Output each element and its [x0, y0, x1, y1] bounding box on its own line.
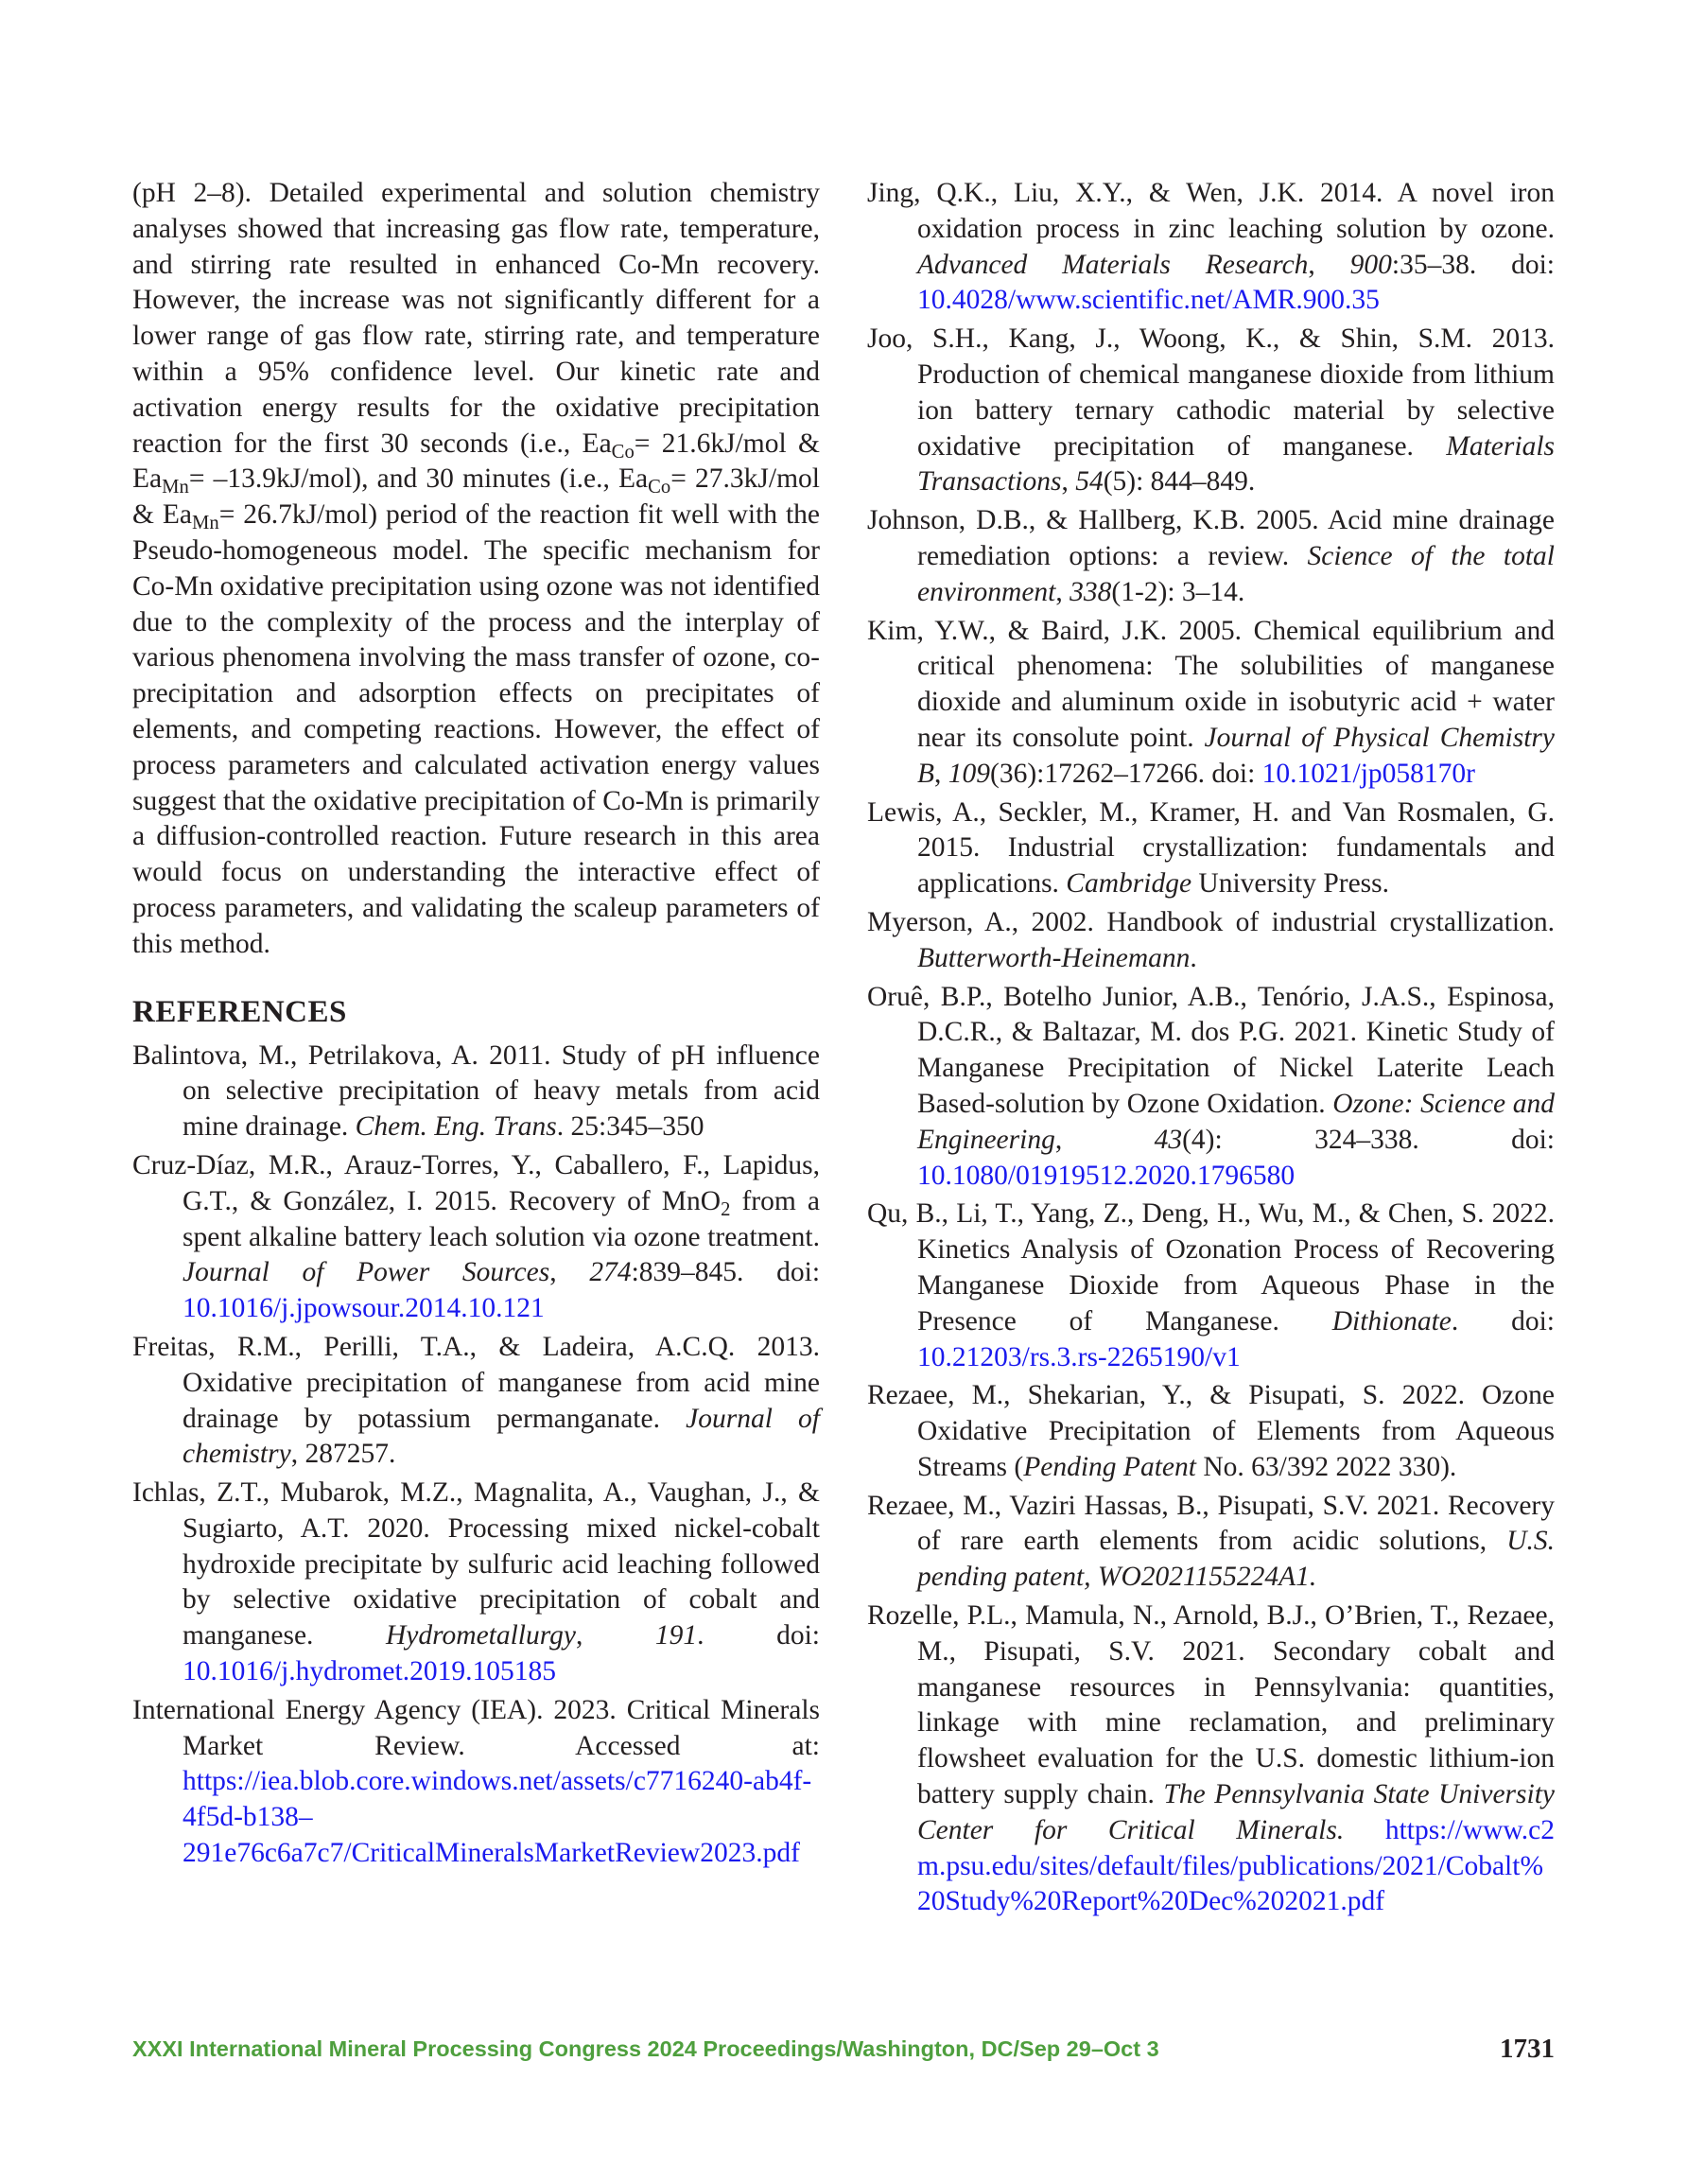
reference-joo: Joo, S.H., Kang, J., Woong, K., & Shin, S.M. 2013. Production of chemical manganese dioxide from lithium ion battery ternary cathodic material by selective oxidative precipitation of manganese. Materials Transactions, 54(5): 844–849.	[867, 323, 1555, 498]
reference-lewis: Lewis, A., Seckler, M., Kramer, H. and Van Rosmalen, G. 2015. Industrial crystallization: fundamentals and applications. Cambridge University Press.	[867, 796, 1555, 900]
reference-orue: Oruê, B.P., Botelho Junior, A.B., Tenório, J.A.S., Espinosa, D.C.R., & Baltazar, M. dos P.G. 2021. Kinetic Study of Manganese Precipitation of Nickel Laterite Leach Based-solution by Ozone Oxidation. Ozone: Science and Engineering, 43(4): 324–338. doi: 10.1080/01919512.2020.1796580	[867, 981, 1555, 1191]
url-link[interactable]: https://iea.blob.core.windows.net/assets/c7716240-ab4f-4f5d-b138–291e76c6a7c7/CriticalMineralsMarketReview2023.pdf	[183, 1766, 812, 1869]
doi-link[interactable]: 10.4028/www.scientific.net/AMR.900.35	[917, 285, 1380, 316]
reference-ichlas: Ichlas, Z.T., Mubarok, M.Z., Magnalita, A., Vaughan, J., & Sugiarto, A.T. 2020. Processing mixed nickel-cobalt hydroxide precipitate by sulfuric acid leaching followed by selective oxidative precipitation of cobalt and manganese. Hydrometallurgy, 191. doi: 10.1016/j.hydromet.2019.105185	[132, 1477, 820, 1687]
conclusion-paragraph: (pH 2–8). Detailed experimental and solution chemistry analyses showed that increasing gas flow rate, temperature, and stirring rate resulted in enhanced Co-Mn recovery. However, the increase was not significantly different for a lower range of gas flow rate, stirring rate, and temperature within a 95% confidence level. Our kinetic rate and activation energy results for the oxidative precipitation reaction for the first 30 seconds (i.e., $Ea_{Co}= 21.6kJ/mol$ & $Ea_{Mn}= -13.9kJ/mol$), and 30 minutes (i.e., $Ea_{Co}= 27.3kJ/mol$ & $Ea_{Mn}= 26.7kJ/mol$) period of the reaction fit well with the Pseudo-homogeneous model. The specific mechanism for Co-Mn oxidative precipitation using ozone was not identified due to the complexity of the process and the interplay of various phenomena involving the mass transfer of ozone, co-precipitation and adsorption effects on precipitates of elements, and competing reactions. However, the effect of process parameters and calculated activation energy values suggest that the oxidative precipitation of Co-Mn is primarily a diffusion-controlled reaction. Future research in this area would focus on understanding the interactive effect of process parameters, and validating the scaleup parameters of this method.	[132, 178, 820, 959]
reference-freitas: Freitas, R.M., Perilli, T.A., & Ladeira, A.C.Q. 2013. Oxidative precipitation of manganese from acid mine drainage by potassium permanganate. Journal of chemistry, 287257.	[132, 1331, 820, 1470]
reference-cruz-diaz: Cruz-Díaz, M.R., Arauz-Torres, Y., Caballero, F., Lapidus, G.T., & González, I. 2015. Recovery of MnO$_2$ from a spent alkaline battery leach solution via ozone treatment. Journal of Power Sources, 274:839–845. doi: 10.1016/j.jpowsour.2014.10.121	[132, 1149, 821, 1324]
reference-johnson: Johnson, D.B., & Hallberg, K.B. 2005. Acid mine drainage remediation options: a review. Science of the total environment, 338(1-2): 3–14.	[867, 505, 1555, 607]
left-column	[132, 176, 820, 1875]
reference-myerson: Myerson, A., 2002. Handbook of industrial crystallization. Butterworth-Heinemann.	[867, 906, 1555, 973]
page-number: 1731	[1500, 2034, 1555, 2064]
doi-link[interactable]: 10.21203/rs.3.rs-2265190/v1	[917, 1341, 1241, 1372]
url-link[interactable]: https://www.c2 m.psu.edu/sites/default/files/publications/2021/Cobalt%20Study%20Report%20Dec%202021.pdf	[917, 1814, 1555, 1917]
doi-link[interactable]: 10.1021/jp058170r	[1261, 758, 1475, 789]
reference-rezaee-2022: Rezaee, M., Shekarian, Y., & Pisupati, S. 2022. Ozone Oxidative Precipitation of Elements from Aqueous Streams (Pending Patent No. 63/392 2022 330).	[867, 1380, 1555, 1482]
reference-rezaee-2021: Rezaee, M., Vaziri Hassas, B., Pisupati, S.V. 2021. Recovery of rare earth elements from acidic solutions, U.S. pending patent, WO2021155224A1.	[867, 1490, 1555, 1593]
right-column	[867, 176, 1555, 1923]
reference-kim: Kim, Y.W., & Baird, J.K. 2005. Chemical equilibrium and critical phenomena: The solubilities of manganese dioxide and aluminum oxide in isobutyric acid + water near its consolute point. Journal of Physical Chemistry B, 109(36):17262–17266. doi: 10.1021/jp058170r	[867, 615, 1555, 789]
references-heading: REFERENCES	[132, 994, 347, 1029]
doi-link[interactable]: 10.1016/j.hydromet.2019.105185	[183, 1656, 556, 1687]
reference-iea: International Energy Agency (IEA). 2023. Critical Minerals Market Review. Accessed at: https://iea.blob.core.windows.net/assets/c7716240-ab4f-4f5d-b138–291e76c6a7c7/CriticalMineralsMarketReview2023.pdf	[132, 1694, 820, 1869]
reference-jing: Jing, Q.K., Liu, X.Y., & Wen, J.K. 2014. A novel iron oxidation process in zinc leaching solution by ozone. Advanced Materials Research, 900:35–38. doi: 10.4028/www.scientific.net/AMR.900.35	[867, 178, 1556, 316]
doi-link[interactable]: 10.1016/j.jpowsour.2014.10.121	[183, 1293, 545, 1324]
conference-name: XXXI International Mineral Processing Congress 2024 Proceedings/Washington, DC/Sep 29–Oct 3	[132, 2036, 1159, 2061]
doi-link[interactable]: 10.1080/01919512.2020.1796580	[917, 1160, 1296, 1191]
reference-rozelle: Rozelle, P.L., Mamula, N., Arnold, B.J., O’Brien, T., Rezaee, M., Pisupati, S.V. 2021. Secondary cobalt and manganese resources in Pennsylvania: quantities, linkage with mine reclamation, and preliminary flowsheet evaluation for the U.S. domestic lithium-ion battery supply chain. The Pennsylvania State University Center for Critical Minerals. https://www.c2 m.psu.edu/sites/default/files/publications/2021/Cobalt%20Study%20Report%20Dec%202021.pdf	[867, 1600, 1556, 1917]
reference-balintova: Balintova, M., Petrilakova, A. 2011. Study of pH influence on selective precipitation of heavy metals from acid mine drainage. Chem. Eng. Trans. 25:345–350	[132, 1040, 820, 1143]
page-footer	[132, 2036, 1555, 2074]
reference-qu: Qu, B., Li, T., Yang, Z., Deng, H., Wu, M., & Chen, S. 2022. Kinetics Analysis of Ozonation Process of Recovering Manganese Dioxide from Aqueous Phase in the Presence of Manganese. Dithionate. doi: 10.21203/rs.3.rs-2265190/v1	[867, 1198, 1555, 1372]
